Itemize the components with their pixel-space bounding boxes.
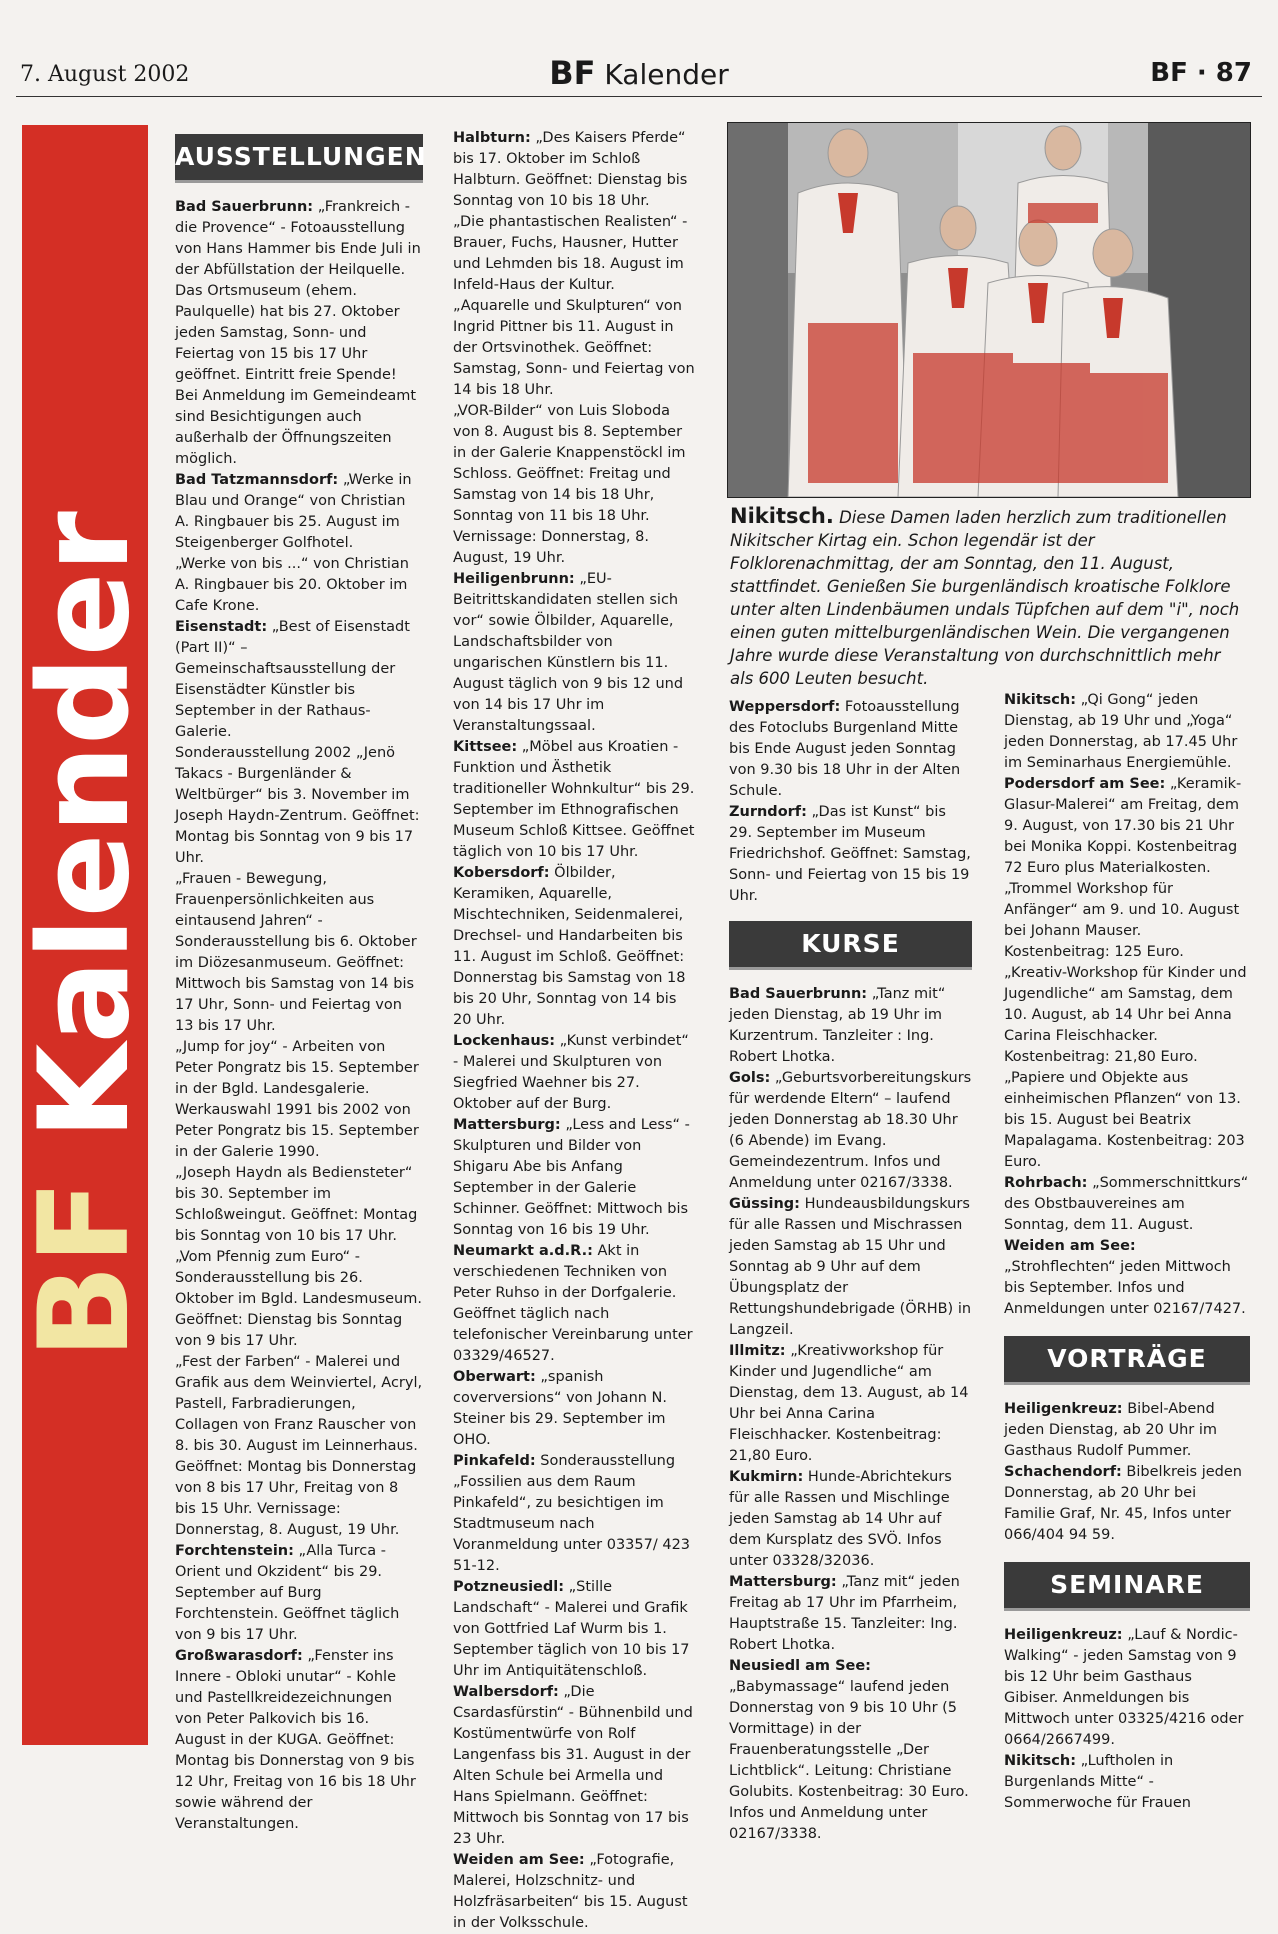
entry-text: „Strohflechten“ jeden Mittwoch bis September. Infos und Anmeldungen unter 02167/7427. xyxy=(1004,1259,1246,1317)
page-number: BF · 87 xyxy=(1150,58,1252,88)
calendar-entry xyxy=(453,1577,698,1682)
entries xyxy=(1004,690,1250,1320)
calendar-entry xyxy=(729,1341,972,1467)
entry-text: „Werke in Blau und Orange“ von Christian A. Ringbauer bis 25. August im Steigenberger Golfhotel. xyxy=(175,472,412,551)
section-heading-seminare: SEMINARE xyxy=(1004,1562,1250,1611)
entry-place: Bad Sauerbrunn: xyxy=(729,986,868,1002)
entry-place: Gols: xyxy=(729,1070,771,1086)
calendar-entry xyxy=(1004,879,1250,963)
entry-place: Schachendorf: xyxy=(1004,1464,1122,1480)
entry-text: „Qi Gong“ jeden Dienstag, ab 19 Uhr und „Yoga“ jeden Donnerstag, ab 17.45 Uhr im Seminarhaus Energiemühle. xyxy=(1004,692,1238,771)
entry-text: „Vom Pfennig zum Euro“ - Sonderausstellung bis 26. Oktober im Bgld. Landesmuseum. Geöffnet: Dienstag bis Sonntag von 9 bis 17 Uhr. xyxy=(175,1249,422,1349)
entry-text: „Jump for joy“ - Arbeiten von Peter Pongratz bis 15. September in der Bgld. Landesgalerie. xyxy=(175,1039,419,1097)
entries xyxy=(729,984,972,1845)
entries xyxy=(1004,1399,1250,1546)
calendar-entry xyxy=(175,869,423,1037)
entry-place: Weiden am See: xyxy=(1004,1238,1136,1254)
entries xyxy=(175,197,423,1835)
entry-text: „Frauen - Bewegung, Frauenpersönlichkeiten aus eintausend Jahren“ - Sonderausstellung bis 6. Oktober im Diözesanmuseum. Geöffnet: Mittwoch bis Samstag von 14 bis 17 Uhr, Sonn- und Feiertag von 13 bis 17 Uhr. xyxy=(175,871,417,1034)
calendar-entry xyxy=(175,1100,423,1163)
entry-text: „Möbel aus Kroatien - Funktion und Ästhetik traditioneller Wohnkultur“ bis 29. September im Ethnografischen Museum Schloß Kittsee. Geöffnet täglich von 10 bis 17 Uhr. xyxy=(453,739,695,860)
caption-text: Diese Damen laden herzlich zum traditionellen Nikitscher Kirtag ein. Schon legendär ist der Folklorenachmittag, der am Sonntag, den 11. August, stattfindet. Genießen Sie burgenländisch kroatische Folklore unter alten Lindenbäumen undals Tüpfchen auf dem "i", noch einen guten mittelburgenländischen Wein. Die vergangenen Jahre wurde diese Veranstaltung von durchschnittlich mehr als 600 Leuten besucht. xyxy=(730,508,1240,688)
calendar-entry xyxy=(729,1467,972,1572)
calendar-entry xyxy=(1004,1625,1250,1751)
entries xyxy=(1004,1625,1250,1814)
calendar-entry xyxy=(175,1247,423,1352)
entry-place: Walbersdorf: xyxy=(453,1684,559,1700)
section-heading-ausstellungen: AUSSTELLUNGEN xyxy=(175,134,423,183)
entry-text: „Fenster ins Innere - Obloki unutar“ - Kohle und Pastellkreidezeichnungen von Peter Palkovich bis 16. August in der KUGA. Geöffnet: Montag bis Donnerstag von 9 bis 12 Uhr, Freitag von 16 bis 18 Uhr sowie während der Veranstaltungen. xyxy=(175,1648,416,1832)
column-3 xyxy=(729,697,972,1845)
calendar-entry xyxy=(729,1194,972,1341)
entry-place: Halbturn: xyxy=(453,130,531,146)
entry-place: Kobersdorf: xyxy=(453,865,550,881)
entry-text: „Fest der Farben“ - Malerei und Grafik aus dem Weinviertel, Acryl, Pastell, Farbradierungen, Collagen von Franz Rauscher von 8. bis 30. August im Leinnerhaus. Geöffnet: Montag bis Donnerstag von 8 bis 17 Uhr, Freitag von 8 bis 15 Uhr. Vernissage: Donnerstag, 8. August, 19 Uhr. xyxy=(175,1354,423,1538)
calendar-entry xyxy=(175,1163,423,1247)
entry-place: Neumarkt a.d.R.: xyxy=(453,1243,593,1259)
calendar-entry xyxy=(729,984,972,1068)
calendar-entry xyxy=(175,197,423,281)
entry-text: Das Ortsmuseum (ehem. Paulquelle) hat bis 27. Oktober jeden Samstag, Sonn- und Feiertag von 15 bis 17 Uhr geöffnet. Eintritt freie Spende! Bei Anmeldung im Gemeindeamt sind Besichtigungen auch außerhalb der Öffnungszeiten möglich. xyxy=(175,283,417,467)
entry-text: „Lauf & Nordic-Walking“ - jeden Samstag von 9 bis 12 Uhr beim Gasthaus Gibiser. Anmeldungen bis Mittwoch unter 03325/4216 oder 0664/2667499. xyxy=(1004,1627,1244,1748)
brand-logo: BF xyxy=(549,54,596,92)
entry-place: Heiligenbrunn: xyxy=(453,571,575,587)
entry-text: „Frankreich - die Provence“ - Fotoausstellung von Hans Hammer bis Ende Juli in der Abfüllstation der Heilquelle. xyxy=(175,199,421,278)
entry-place: Heiligenkreuz: xyxy=(1004,1627,1123,1643)
calendar-entry xyxy=(453,296,698,401)
calendar-entry xyxy=(1004,1068,1250,1173)
entry-text: „EU-Beitrittskandidaten stellen sich vor“ sowie Ölbilder, Aquarelle, Landschaftsbilder von ungarischen Künstlern bis 11. August täglich von 9 bis 12 und von 14 bis 17 Uhr im Veranstaltungssaal. xyxy=(453,571,684,734)
photo-illustration xyxy=(728,123,1250,497)
entry-text: „Tanz mit“ jeden Freitag ab 17 Uhr im Pfarrheim, Hauptstraße 15. Tanzleiter: Ing. Robert Lhotka. xyxy=(729,1574,960,1653)
entry-place: Forchtenstein: xyxy=(175,1543,294,1559)
calendar-entry xyxy=(1004,963,1250,1068)
entries xyxy=(453,128,698,1934)
vertical-banner xyxy=(13,125,157,1745)
entry-place: Nikitsch: xyxy=(1004,1753,1076,1769)
section-title xyxy=(16,54,1262,92)
entry-text: Hundeausbildungskurs für alle Rassen und Mischrassen jeden Samstag ab 15 Uhr und Sonntag ab 9 Uhr auf dem Übungsplatz der Rettungshundebrigade (ÖRHB) in Langzeil. xyxy=(729,1196,972,1338)
entry-text: Bibelkreis jeden Donnerstag, ab 20 Uhr bei Familie Graf, Nr. 45, Infos unter 066/404 94 59. xyxy=(1004,1464,1242,1543)
entry-place: Weiden am See: xyxy=(453,1852,585,1868)
entry-text: „Tanz mit“ jeden Dienstag, ab 19 Uhr im Kurzentrum. Tanzleiter : Ing. Robert Lhotka. xyxy=(729,986,946,1065)
entry-text: „Less and Less“ - Skulpturen und Bilder von Shigaru Abe bis Anfang September in der Galerie Schinner. Geöffnet: Mittwoch bis Sonntag von 16 bis 19 Uhr. xyxy=(453,1117,690,1238)
entries xyxy=(729,697,972,907)
entry-text: „Werke von bis ...“ von Christian A. Ringbauer bis 20. Oktober im Cafe Krone. xyxy=(175,556,409,614)
entry-place: Neusiedl am See: xyxy=(729,1658,871,1674)
entry-place: Oberwart: xyxy=(453,1369,536,1385)
entry-place: Güssing: xyxy=(729,1196,800,1212)
entry-text: Hunde-Abrichtekurs für alle Rassen und Mischlinge jeden Samstag ab 14 Uhr auf dem Kursplatz des SVÖ. Infos unter 03328/32036. xyxy=(729,1469,952,1569)
entry-place: Lockenhaus: xyxy=(453,1033,556,1049)
entry-text: „Aquarelle und Skulpturen“ von Ingrid Pittner bis 11. August in der Ortsvinothek. Geöffnet: Samstag, Sonn- und Feiertag von 14 bis 18 Uhr. xyxy=(453,298,695,398)
banner-bf: BF xyxy=(13,1179,157,1359)
entry-place: Mattersburg: xyxy=(729,1574,837,1590)
entry-place: Bad Sauerbrunn: xyxy=(175,199,314,215)
calendar-entry xyxy=(175,1037,423,1100)
calendar-entry xyxy=(453,1451,698,1577)
entry-text: „Best of Eisenstadt (Part II)“ – Gemeinschaftsausstellung der Eisenstädter Künstler bis September in der Rathaus-Galerie. xyxy=(175,619,410,740)
entry-text: Akt in verschiedenen Techniken von Peter Ruhso in der Dorfgalerie. Geöffnet täglich nach telefonischer Vereinbarung unter 03329/46527. xyxy=(453,1243,693,1364)
entry-text: „Stille Landschaft“ - Malerei und Grafik von Gottfried Laf Wurm bis 1. September täglich von 10 bis 17 Uhr im Antiquitätenschloß. xyxy=(453,1579,690,1679)
entry-place: Potzneusiedl: xyxy=(453,1579,565,1595)
page-header xyxy=(16,50,1262,97)
calendar-entry xyxy=(1004,1173,1250,1236)
entry-place: Rohrbach: xyxy=(1004,1175,1088,1191)
entry-text: Sonderausstellung „Fossilien aus dem Raum Pinkafeld“, zu besichtigen im Stadtmuseum nach Voranmeldung unter 03357/ 423 51-12. xyxy=(453,1453,691,1574)
calendar-entry xyxy=(1004,690,1250,774)
calendar-entry xyxy=(1004,1399,1250,1462)
entry-place: Heiligenkreuz: xyxy=(1004,1401,1123,1417)
calendar-entry xyxy=(175,1541,423,1646)
calendar-entry xyxy=(453,1241,698,1367)
calendar-entry xyxy=(175,281,423,470)
entry-place: Bad Tatzmannsdorf: xyxy=(175,472,339,488)
entry-place: Nikitsch: xyxy=(1004,692,1076,708)
entry-text: „Kreativworkshop für Kinder und Jugendliche“ am Dienstag, dem 13. August, ab 14 Uhr bei Anna Carina Fleischhacker. Kostenbeitrag: 21,80 Euro. xyxy=(729,1343,969,1464)
entry-text: „Joseph Haydn als Bediensteter“ bis 30. September im Schloßweingut. Geöffnet: Montag bis Sonntag von 10 bis 17 Uhr. xyxy=(175,1165,418,1244)
calendar-entry xyxy=(453,1367,698,1451)
calendar-entry xyxy=(453,401,698,569)
calendar-entry xyxy=(453,128,698,212)
entry-text: Sonderausstellung 2002 „Jenö Takacs - Burgenländer & Weltbürger“ bis 3. November im Joseph Haydn-Zentrum. Geöffnet: Montag bis Sonntag von 9 bis 17 Uhr. xyxy=(175,745,420,866)
calendar-entry xyxy=(729,802,972,907)
caption-lead: Nikitsch. xyxy=(730,504,834,528)
calendar-entry xyxy=(1004,1462,1250,1546)
calendar-entry xyxy=(729,1068,972,1194)
entry-text: „Papiere und Objekte aus einheimischen Pflanzen“ von 13. bis 15. August bei Beatrix Mapalagama. Kostenbeitrag: 203 Euro. xyxy=(1004,1070,1245,1170)
entry-text: „Kreativ-Workshop für Kinder und Jugendliche“ am Samstag, dem 10. August, ab 14 Uhr bei Anna Carina Fleischhacker. Kostenbeitrag: 21,80 Euro. xyxy=(1004,965,1247,1065)
entry-place: Illmitz: xyxy=(729,1343,786,1359)
entry-place: Kittsee: xyxy=(453,739,518,755)
calendar-entry xyxy=(175,1352,423,1541)
entry-place: Pinkafeld: xyxy=(453,1453,536,1469)
calendar-entry xyxy=(453,569,698,737)
banner-kalender: Kalender xyxy=(13,511,157,1140)
entry-text: „Trommel Workshop für Anfänger“ am 9. und 10. August bei Johann Mauser. Kostenbeitrag: 125 Euro. xyxy=(1004,881,1240,960)
entry-text: Ölbilder, Keramiken, Aquarelle, Mischtechniken, Seidenmalerei, Drechsel- und Handarbeiten bis 11. August im Schloß. Geöffnet: Donnerstag bis Samstag von 18 bis 20 Uhr, Sonntag von 14 bis 20 Uhr. xyxy=(453,865,686,1028)
entry-text: „Geburtsvorbereitungskurs für werdende Eltern“ – laufend jeden Donnerstag ab 18.30 Uhr (6 Abende) im Evang. Gemeindezentrum. Infos und Anmeldung unter 02167/3338. xyxy=(729,1070,972,1191)
entry-text: „Sommerschnittkurs“ des Obstbauvereines am Sonntag, dem 11. August. xyxy=(1004,1175,1249,1233)
column-1 xyxy=(175,128,427,1835)
entry-text: „VOR-Bilder“ von Luis Sloboda von 8. August bis 8. September in der Galerie Knappenstöckl im Schloss. Geöffnet: Freitag und Samstag von 14 bis 18 Uhr, Sonntag von 11 bis 18 Uhr. Vernissage: Donnerstag, 8. August, 19 Uhr. xyxy=(453,403,686,566)
calendar-entry xyxy=(175,1646,423,1835)
calendar-entry xyxy=(453,212,698,296)
folklore-photo xyxy=(727,122,1251,498)
entry-text: Werkauswahl 1991 bis 2002 von Peter Pongratz bis 15. September in der Galerie 1990. xyxy=(175,1102,419,1160)
calendar-entry xyxy=(175,617,423,743)
entry-text: Bibel-Abend jeden Dienstag, ab 20 Uhr im Gasthaus Rudolf Pummer. xyxy=(1004,1401,1218,1459)
column-4 xyxy=(1004,690,1250,1814)
entry-place: Zurndorf: xyxy=(729,804,807,820)
calendar-entry xyxy=(453,737,698,863)
calendar-entry xyxy=(453,1850,698,1934)
section-heading-vortraege: VORTRÄGE xyxy=(1004,1336,1250,1385)
entry-text: „spanish coverversions“ von Johann N. Steiner bis 29. September im OHO. xyxy=(453,1369,668,1448)
entry-text: „Keramik-Glasur-Malerei“ am Freitag, dem 9. August, von 17.30 bis 21 Uhr bei Monika Koppi. Kostenbeitrag 72 Euro plus Materialkosten. xyxy=(1004,776,1242,876)
entry-text: „Die phantastischen Realisten“ - Brauer, Fuchs, Hausner, Hutter und Lehmden bis 18. August im Infeld-Haus der Kultur. xyxy=(453,214,688,293)
entry-place: Weppersdorf: xyxy=(729,699,841,715)
calendar-entry xyxy=(453,1115,698,1241)
calendar-entry xyxy=(453,863,698,1031)
calendar-entry xyxy=(729,1572,972,1656)
entry-text: „Die Csardasfürstin“ - Bühnenbild und Kostümentwürfe von Rolf Langenfass bis 31. August in der Alten Schule bei Armella und Hans Spielmann. Geöffnet: Mittwoch bis Sonntag von 17 bis 23 Uhr. xyxy=(453,1684,693,1847)
calendar-entry xyxy=(729,697,972,802)
entry-place: Mattersburg: xyxy=(453,1117,561,1133)
entry-place: Eisenstadt: xyxy=(175,619,268,635)
issue-date: 7. August 2002 xyxy=(20,62,190,87)
entry-place: Podersdorf am See: xyxy=(1004,776,1166,792)
entry-place: Großwarasdorf: xyxy=(175,1648,303,1664)
entry-text: „Das ist Kunst“ bis 29. September im Museum Friedrichshof. Geöffnet: Samstag, Sonn- und Feiertag von 15 bis 19 Uhr. xyxy=(729,804,971,904)
column-2 xyxy=(453,128,698,1934)
calendar-entry xyxy=(1004,1236,1250,1320)
entry-place: Kukmirn: xyxy=(729,1469,804,1485)
calendar-entry xyxy=(729,1656,972,1845)
calendar-entry xyxy=(175,470,423,554)
entry-text: „Alla Turca - Orient und Okzident“ bis 29. September auf Burg Forchtenstein. Geöffnet täglich von 9 bis 17 Uhr. xyxy=(175,1543,400,1643)
entry-text: „Des Kaisers Pferde“ bis 17. Oktober im Schloß Halbturn. Geöffnet: Dienstag bis Sonntag von 10 bis 18 Uhr. xyxy=(453,130,688,209)
section-heading-kurse: KURSE xyxy=(729,921,972,970)
entry-text: „Fotografie, Malerei, Holzschnitz- und Holzfräsarbeiten“ bis 15. August in der Volksschule. xyxy=(453,1852,688,1931)
calendar-entry xyxy=(175,554,423,617)
entry-text: „Kunst verbindet“ - Malerei und Skulpturen von Siegfried Waehner bis 27. Oktober auf der Burg. xyxy=(453,1033,689,1112)
vertical-banner-text xyxy=(13,511,157,1359)
calendar-entry xyxy=(1004,774,1250,879)
entry-text: „Luftholen in Burgenlands Mitte“ - Sommerwoche für Frauen xyxy=(1004,1753,1191,1811)
calendar-entry xyxy=(453,1682,698,1850)
photo-caption xyxy=(730,505,1248,690)
calendar-entry xyxy=(175,743,423,869)
calendar-entry xyxy=(1004,1751,1250,1814)
calendar-entry xyxy=(453,1031,698,1115)
entry-text: Fotoausstellung des Fotoclubs Burgenland Mitte bis Ende August jeden Sonntag von 9.30 bis 18 Uhr in der Alten Schule. xyxy=(729,699,961,799)
section-title-text: Kalender xyxy=(604,58,729,91)
entry-text: „Babymassage“ laufend jeden Donnerstag von 9 bis 10 Uhr (5 Vormittage) in der Frauenberatungsstelle „Der Lichtblick“. Leitung: Christiane Golubits. Kostenbeitrag: 30 Euro. Infos und Anmeldung unter 02167/3338. xyxy=(729,1679,969,1842)
